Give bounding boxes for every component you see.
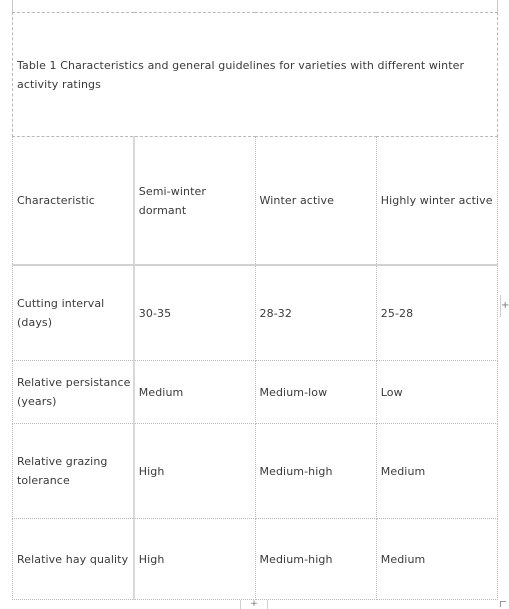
table-cell[interactable]: 28-32 <box>255 265 376 361</box>
table-cell[interactable]: 30-35 <box>134 265 255 361</box>
table-cell[interactable]: Medium-high <box>255 519 376 600</box>
table-cell[interactable]: Medium <box>134 361 255 424</box>
resize-handle-icon[interactable] <box>498 599 508 609</box>
add-row-button[interactable]: + <box>240 600 268 609</box>
table-cell[interactable]: Medium <box>376 424 497 519</box>
caption-row <box>13 13 498 137</box>
row-label-relative-grazing-tolerance[interactable]: Relative grazing tolerance <box>13 424 134 519</box>
table-cell[interactable]: Low <box>376 361 497 424</box>
header-characteristic[interactable]: Characteristic <box>13 137 134 266</box>
top-left-rule <box>12 0 13 12</box>
row-label-relative-persistance[interactable]: Relative persistance (years) <box>13 361 134 424</box>
row-label-cutting-interval[interactable]: Cutting interval (days) <box>13 265 134 361</box>
table-row <box>13 424 498 519</box>
table-cell[interactable]: 25-28 <box>376 265 497 361</box>
header-highly-winter-active[interactable]: Highly winter active <box>376 137 497 266</box>
header-winter-active[interactable]: Winter active <box>255 137 376 266</box>
table-cell[interactable]: Medium <box>376 519 497 600</box>
row-label-relative-hay-quality[interactable]: Relative hay quality <box>13 519 134 600</box>
add-column-button[interactable]: + <box>500 295 509 317</box>
table-row <box>13 361 498 424</box>
table-cell[interactable]: Medium-low <box>255 361 376 424</box>
table-cell[interactable]: High <box>134 424 255 519</box>
header-row <box>13 137 498 266</box>
top-right-rule <box>497 0 498 12</box>
table-caption[interactable]: Table 1 Characteristics and general guidelines for varieties with different winter activity ratings <box>13 13 498 137</box>
table-cell[interactable]: Medium-high <box>255 424 376 519</box>
header-semi-winter-dormant[interactable]: Semi-winter dormant <box>134 137 255 266</box>
table-row <box>13 265 498 361</box>
table-row <box>13 519 498 600</box>
table-cell[interactable]: High <box>134 519 255 600</box>
characteristics-table <box>12 12 498 600</box>
